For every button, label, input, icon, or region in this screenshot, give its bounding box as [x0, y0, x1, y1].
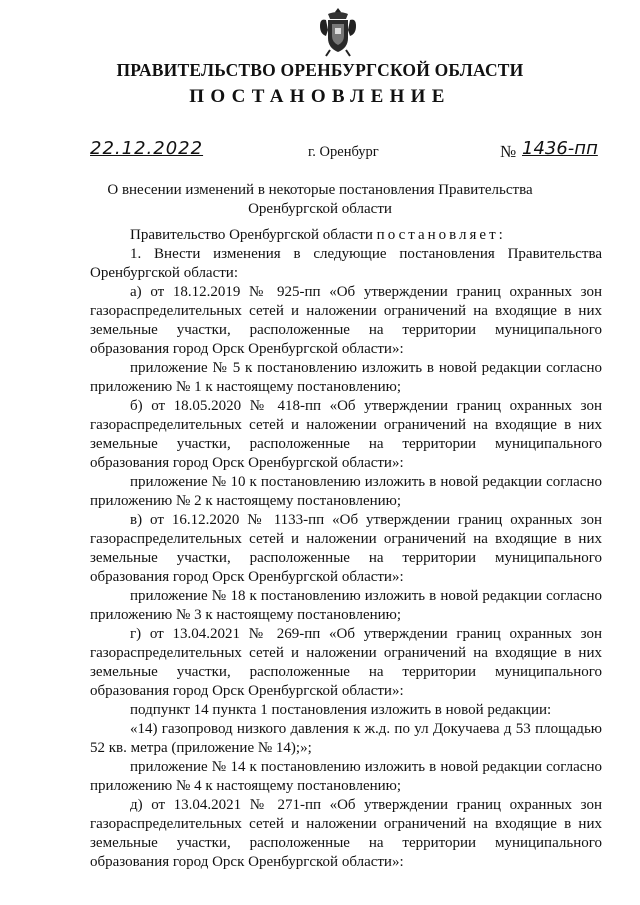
- body-line: приложению № 3 к настоящему постановлению;: [90, 607, 402, 623]
- subject-line: Оренбургской области: [248, 201, 392, 217]
- body-line: «14) газопровод низкого давления к ж.д. по ул Докучаева д 53 площадью: [130, 721, 602, 737]
- body-line: приложению № 4 к настоящему постановлению;: [90, 778, 402, 794]
- body-line: земельные участки, расположенные на территории муниципального: [90, 436, 602, 452]
- body-line: Оренбургской области:: [90, 265, 239, 281]
- body-line: образования город Орск Оренбургской области»:: [90, 455, 404, 471]
- body-line: приложению № 2 к настоящему постановлению;: [90, 493, 402, 509]
- document-subject: [0, 181, 640, 219]
- preamble-verb: постановляет:: [376, 227, 506, 243]
- body-line: д) от 13.04.2021 № 271-пп «Об утверждении границ охранных зон: [130, 797, 602, 813]
- coat-of-arms-icon: [318, 6, 358, 58]
- body-line: приложение № 14 к постановлению изложить в новой редакции согласно: [130, 759, 602, 775]
- document-number: 1436-пп: [522, 138, 598, 159]
- body-line: образования город Орск Оренбургской области»:: [90, 569, 404, 585]
- body-line: земельные участки, расположенные на территории муниципального: [90, 664, 602, 680]
- document-body: [90, 226, 602, 872]
- body-line: образования город Орск Оренбургской области»:: [90, 854, 404, 870]
- body-line: 1. Внести изменения в следующие постановления Правительства: [130, 246, 602, 262]
- body-line: приложение № 10 к постановлению изложить в новой редакции согласно: [130, 474, 602, 490]
- subject-line: О внесении изменений в некоторые постановления Правительства: [107, 182, 533, 198]
- body-line: земельные участки, расположенные на территории муниципального: [90, 835, 602, 851]
- body-line: приложение № 5 к постановлению изложить в новой редакции согласно: [130, 360, 602, 376]
- body-line: в) от 16.12.2020 № 1133-пп «Об утверждении границ охранных зон: [130, 512, 602, 528]
- body-line: газораспределительных сетей и наложении ограничений на входящие в них: [90, 531, 602, 547]
- body-line: газораспределительных сетей и наложении ограничений на входящие в них: [90, 303, 602, 319]
- number-sign: №: [500, 142, 517, 161]
- body-line: г) от 13.04.2021 № 269-пп «Об утверждении границ охранных зон: [130, 626, 602, 642]
- document-city: г. Оренбург: [308, 144, 379, 160]
- body-line: земельные участки, расположенные на территории муниципального: [90, 322, 602, 338]
- body-line: земельные участки, расположенные на территории муниципального: [90, 550, 602, 566]
- document-type: ПОСТАНОВЛЕНИЕ: [189, 86, 451, 107]
- body-line: образования город Орск Оренбургской области»:: [90, 683, 404, 699]
- body-line: приложению № 1 к настоящему постановлению;: [90, 379, 402, 395]
- body-line: б) от 18.05.2020 № 418-пп «Об утверждении границ охранных зон: [130, 398, 602, 414]
- body-line: подпункт 14 пункта 1 постановления изложить в новой редакции:: [130, 702, 552, 718]
- body-line: газораспределительных сетей и наложении ограничений на входящие в них: [90, 645, 602, 661]
- body-line: образования город Орск Оренбургской области»:: [90, 341, 404, 357]
- body-line: приложение № 18 к постановлению изложить в новой редакции согласно: [130, 588, 602, 604]
- government-title: ПРАВИТЕЛЬСТВО ОРЕНБУРГСКОЙ ОБЛАСТИ: [116, 60, 524, 80]
- document-date: 22.12.2022: [90, 138, 204, 159]
- body-line: 52 кв. метра (приложение № 14);»;: [90, 740, 312, 756]
- body-line: газораспределительных сетей и наложении ограничений на входящие в них: [90, 816, 602, 832]
- preamble-text: Правительство Оренбургской области: [130, 227, 377, 243]
- body-line: а) от 18.12.2019 № 925-пп «Об утверждении границ охранных зон: [130, 284, 602, 300]
- preamble: [90, 226, 602, 245]
- body-line: газораспределительных сетей и наложении ограничений на входящие в них: [90, 417, 602, 433]
